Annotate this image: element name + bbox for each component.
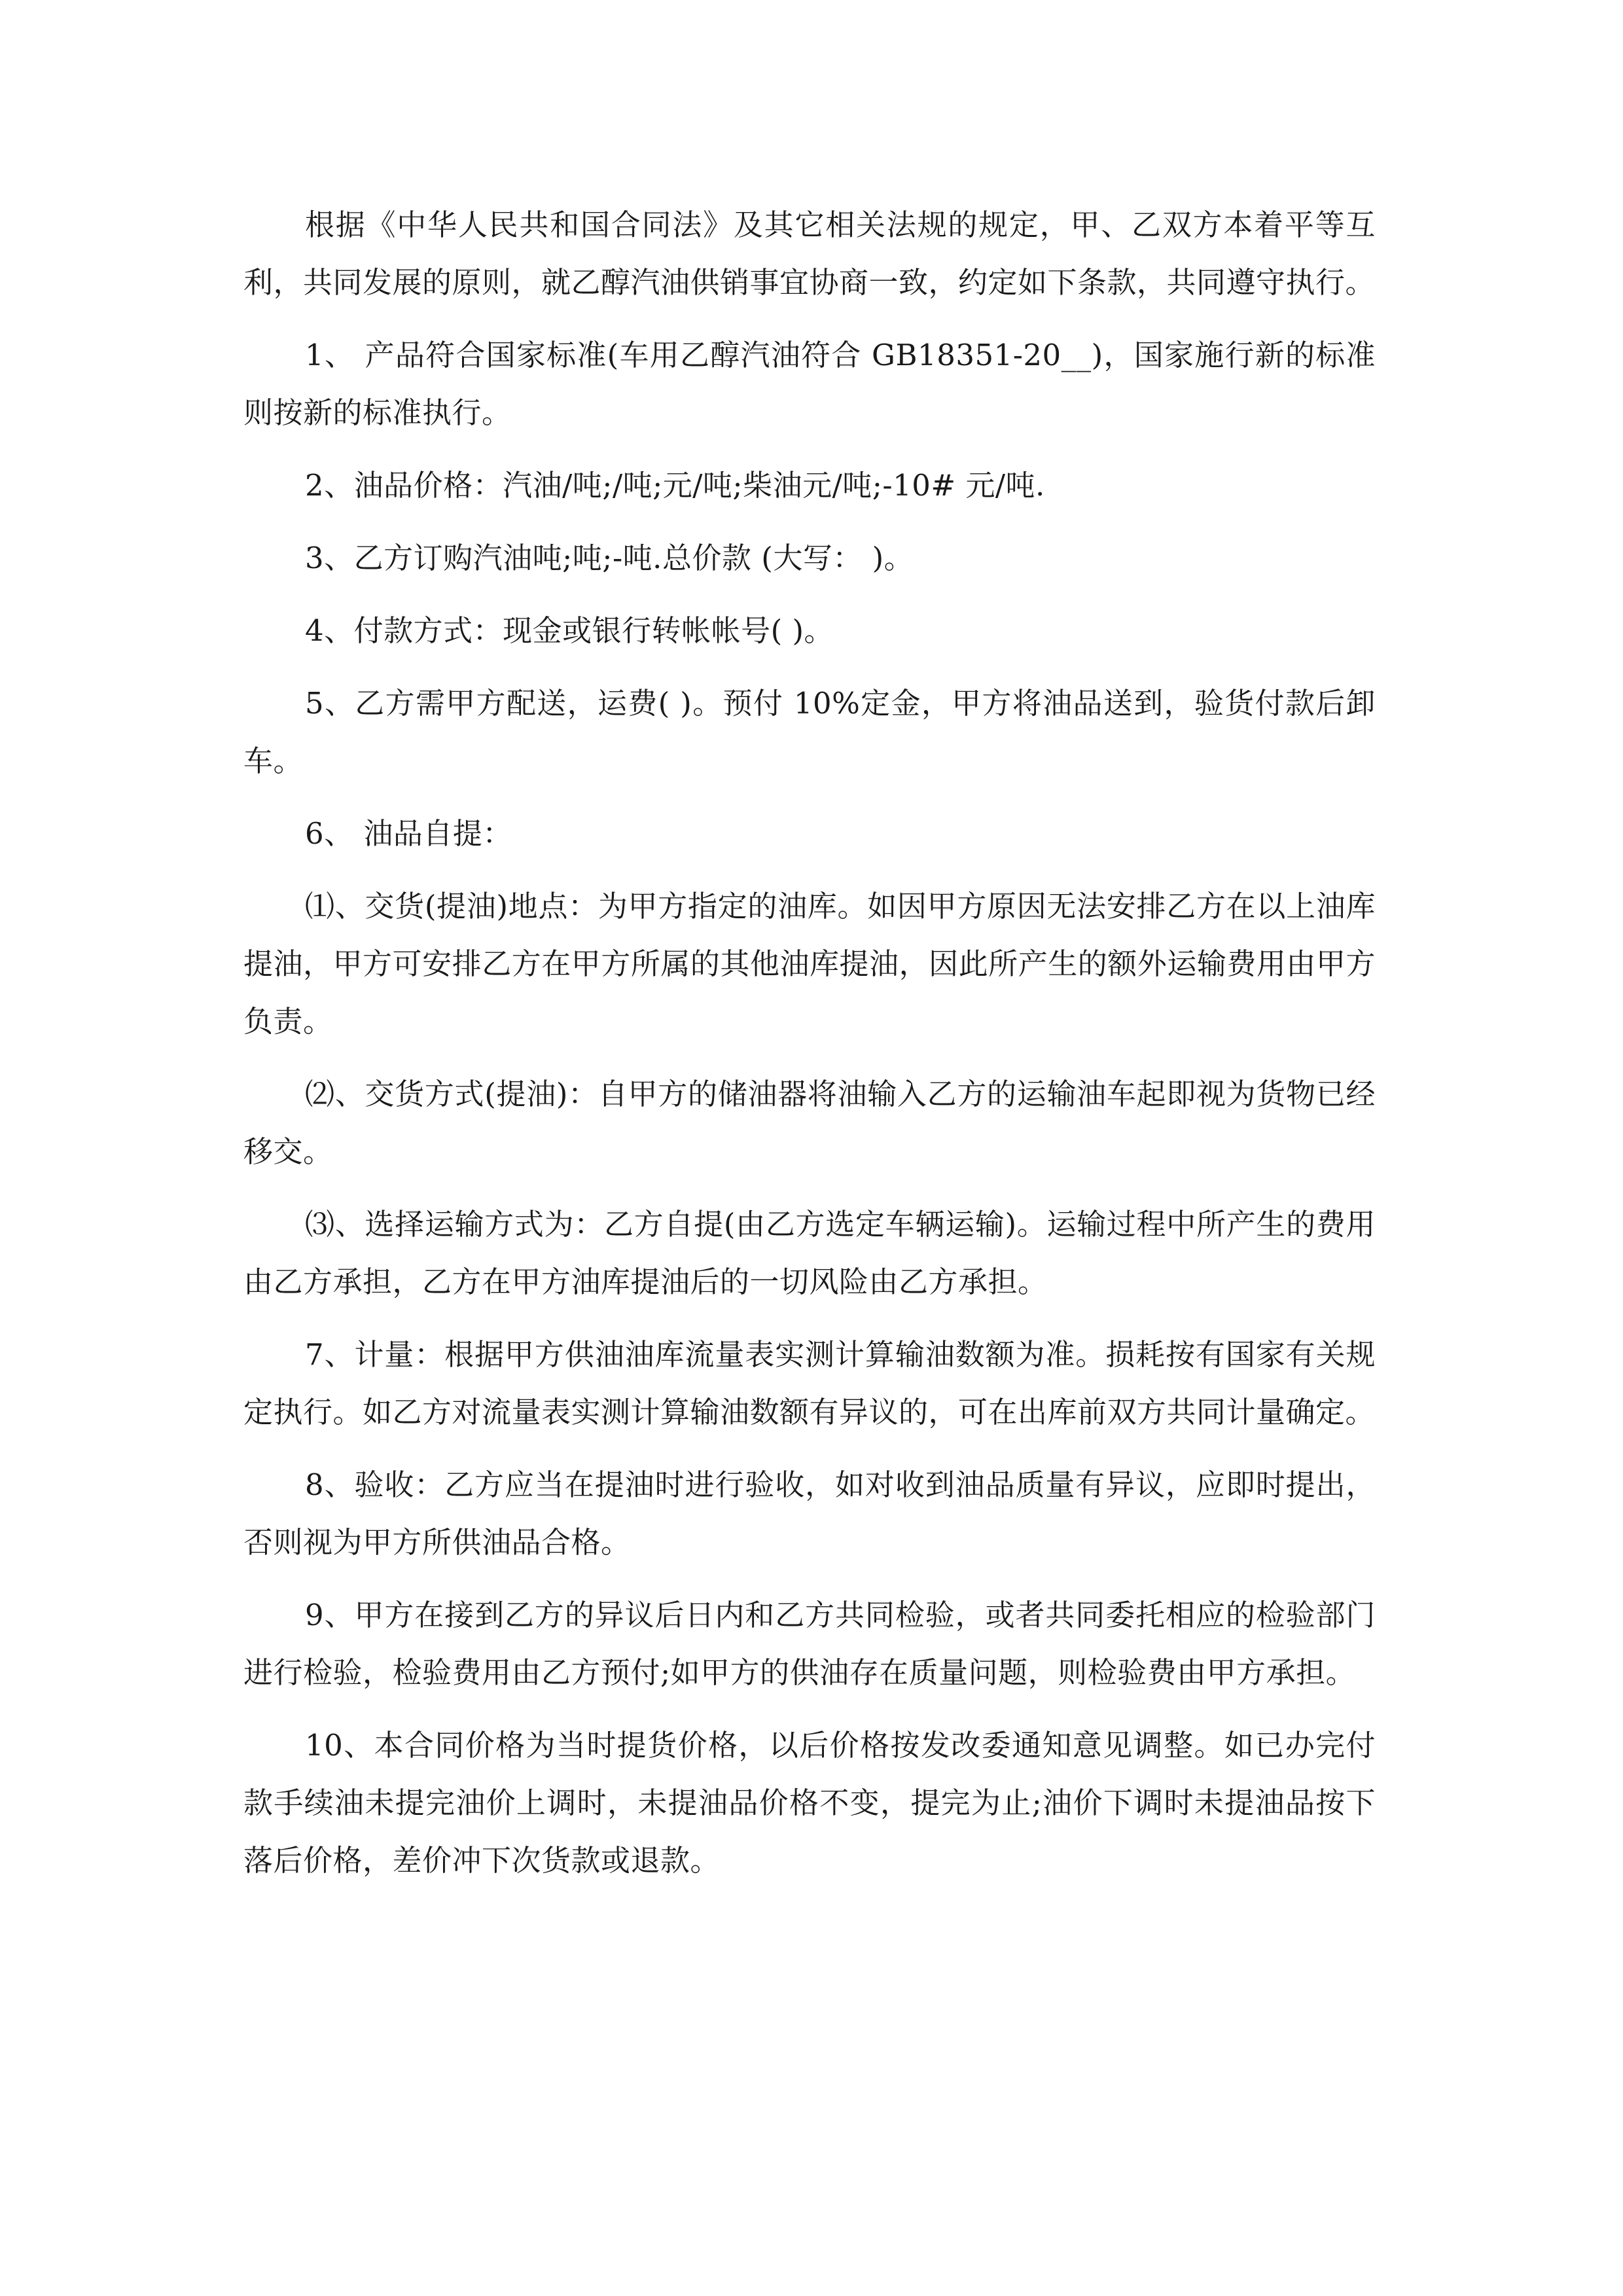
clause-4-paragraph: 4、付款方式：现金或银行转帐帐号( )。 xyxy=(305,613,834,648)
clause-6-3-paragraph: ⑶、选择运输方式为：乙方自提(由乙方选定车辆运输)。运输过程中所产生的费用由乙方承担，乙方在甲方油库提油后的一切风险由乙方承担。 xyxy=(243,1207,1376,1299)
clause-6-2-paragraph: ⑵、交货方式(提油)：自甲方的储油器将油输入乙方的运输油车起即视为货物已经移交。 xyxy=(243,1077,1376,1169)
clause-8-paragraph: 8、验收：乙方应当在提油时进行验收，如对收到油品质量有异议，应即时提出，否则视为甲方所供油品合格。 xyxy=(243,1467,1376,1560)
clause-7-paragraph: 7、计量：根据甲方供油油库流量表实测计算输油数额为准。损耗按有国家有关规定执行。如乙方对流量表实测计算输油数额有异议的，可在出库前双方共同计量确定。 xyxy=(243,1337,1376,1429)
clause-3-paragraph: 3、乙方订购汽油吨;吨;-吨.总价款 (大写： )。 xyxy=(305,541,914,575)
preamble-paragraph: 根据《中华人民共和国合同法》及其它相关法规的规定，甲、乙双方本着平等互利，共同发展的原则，就乙醇汽油供销事宜协商一致，约定如下条款，共同遵守执行。 xyxy=(243,207,1376,300)
clause-10-paragraph: 10、本合同价格为当时提货价格，以后价格按发改委通知意见调整。如已办完付款手续油未提完油价上调时，未提油品价格不变，提完为止;油价下调时未提油品按下落后价格，差价冲下次货款或退款。 xyxy=(243,1728,1376,1878)
clause-6-paragraph: 6、 油品自提： xyxy=(305,816,512,851)
document-body xyxy=(243,196,1376,1905)
clause-5-paragraph: 5、乙方需甲方配送，运费( )。预付 10%定金，甲方将油品送到，验货付款后卸车。 xyxy=(243,686,1376,778)
clause-1-paragraph: 1、 产品符合国家标准(车用乙醇汽油符合 GB18351-20__)，国家施行新的标准则按新的标准执行。 xyxy=(243,338,1376,430)
clause-9-paragraph: 9、甲方在接到乙方的异议后日内和乙方共同检验，或者共同委托相应的检验部门进行检验，检验费用由乙方预付;如甲方的供油存在质量问题，则检验费由甲方承担。 xyxy=(243,1598,1376,1690)
clause-2-paragraph: 2、油品价格：汽油/吨;/吨;元/吨;柴油元/吨;-10# 元/吨. xyxy=(305,468,1045,503)
clause-6-1-paragraph: ⑴、交货(提油)地点：为甲方指定的油库。如因甲方原因无法安排乙方在以上油库提油，甲方可安排乙方在甲方所属的其他油库提油，因此所产生的额外运输费用由甲方负责。 xyxy=(243,889,1376,1039)
